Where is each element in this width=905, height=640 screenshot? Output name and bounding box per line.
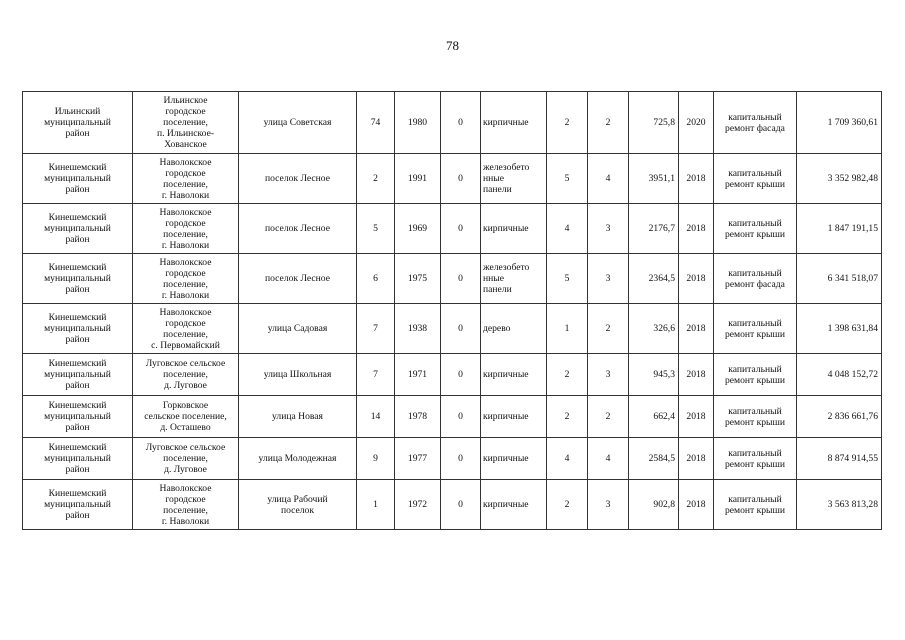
- settlement-cell: Наволокское городское поселение, г. Наволоки: [133, 254, 239, 304]
- area-cell: 326,6: [629, 304, 679, 354]
- cost-cell: 2 836 661,76: [797, 396, 882, 438]
- zero-value-cell: 0: [441, 354, 481, 396]
- entrances-cell: 3: [588, 204, 629, 254]
- floors-cell: 2: [547, 480, 588, 530]
- area-cell: 902,8: [629, 480, 679, 530]
- entrances-cell: 3: [588, 480, 629, 530]
- settlement-cell: Ильинское городское поселение, п. Ильинское- Хованское: [133, 92, 239, 154]
- cost-cell: 4 048 152,72: [797, 354, 882, 396]
- plan-year-cell: 2018: [679, 254, 714, 304]
- street-cell: поселок Лесное: [239, 204, 357, 254]
- floors-cell: 4: [547, 438, 588, 480]
- cost-cell: 6 341 518,07: [797, 254, 882, 304]
- wall-material-cell: кирпичные: [481, 354, 547, 396]
- plan-year-cell: 2018: [679, 354, 714, 396]
- wall-material-cell: кирпичные: [481, 396, 547, 438]
- area-cell: 945,3: [629, 354, 679, 396]
- cost-cell: 8 874 914,55: [797, 438, 882, 480]
- work-type-cell: капитальный ремонт крыши: [714, 204, 797, 254]
- district-cell: Кинешемский муниципальный район: [23, 480, 133, 530]
- entrances-cell: 2: [588, 396, 629, 438]
- zero-value-cell: 0: [441, 304, 481, 354]
- area-cell: 725,8: [629, 92, 679, 154]
- area-cell: 2584,5: [629, 438, 679, 480]
- plan-year-cell: 2018: [679, 480, 714, 530]
- table-row: [23, 204, 882, 254]
- wall-material-cell: кирпичные: [481, 92, 547, 154]
- work-type-cell: капитальный ремонт крыши: [714, 396, 797, 438]
- house-number-cell: 5: [357, 204, 395, 254]
- build-year-cell: 1971: [395, 354, 441, 396]
- entrances-cell: 2: [588, 92, 629, 154]
- plan-year-cell: 2018: [679, 396, 714, 438]
- build-year-cell: 1969: [395, 204, 441, 254]
- house-number-cell: 74: [357, 92, 395, 154]
- table-row: [23, 304, 882, 354]
- build-year-cell: 1972: [395, 480, 441, 530]
- floors-cell: 2: [547, 92, 588, 154]
- entrances-cell: 4: [588, 438, 629, 480]
- table-row: [23, 354, 882, 396]
- floors-cell: 5: [547, 154, 588, 204]
- zero-value-cell: 0: [441, 154, 481, 204]
- street-cell: поселок Лесное: [239, 254, 357, 304]
- district-cell: Кинешемский муниципальный район: [23, 304, 133, 354]
- table-row: [23, 480, 882, 530]
- zero-value-cell: 0: [441, 254, 481, 304]
- house-number-cell: 7: [357, 354, 395, 396]
- build-year-cell: 1991: [395, 154, 441, 204]
- area-cell: 2176,7: [629, 204, 679, 254]
- district-cell: Кинешемский муниципальный район: [23, 438, 133, 480]
- entrances-cell: 3: [588, 254, 629, 304]
- street-cell: улица Советская: [239, 92, 357, 154]
- street-cell: улица Школьная: [239, 354, 357, 396]
- district-cell: Кинешемский муниципальный район: [23, 154, 133, 204]
- district-cell: Кинешемский муниципальный район: [23, 254, 133, 304]
- settlement-cell: Наволокское городское поселение, г. Наволоки: [133, 480, 239, 530]
- table-row: [23, 92, 882, 154]
- wall-material-cell: железобето нные панели: [481, 254, 547, 304]
- entrances-cell: 3: [588, 354, 629, 396]
- house-number-cell: 6: [357, 254, 395, 304]
- entrances-cell: 4: [588, 154, 629, 204]
- work-type-cell: капитальный ремонт фасада: [714, 92, 797, 154]
- settlement-cell: Луговское сельское поселение, д. Луговое: [133, 438, 239, 480]
- floors-cell: 2: [547, 354, 588, 396]
- street-cell: улица Молодежная: [239, 438, 357, 480]
- zero-value-cell: 0: [441, 438, 481, 480]
- plan-year-cell: 2018: [679, 438, 714, 480]
- wall-material-cell: железобето нные панели: [481, 154, 547, 204]
- cost-cell: 3 352 982,48: [797, 154, 882, 204]
- house-number-cell: 9: [357, 438, 395, 480]
- settlement-cell: Наволокское городское поселение, г. Наволоки: [133, 204, 239, 254]
- build-year-cell: 1977: [395, 438, 441, 480]
- house-number-cell: 14: [357, 396, 395, 438]
- settlement-cell: Наволокское городское поселение, с. Первомайский: [133, 304, 239, 354]
- settlement-cell: Горковское сельское поселение, д. Осташево: [133, 396, 239, 438]
- page-number: 78: [446, 38, 459, 53]
- cost-cell: 3 563 813,28: [797, 480, 882, 530]
- plan-year-cell: 2018: [679, 154, 714, 204]
- settlement-cell: Луговское сельское поселение, д. Луговое: [133, 354, 239, 396]
- zero-value-cell: 0: [441, 396, 481, 438]
- work-type-cell: капитальный ремонт крыши: [714, 480, 797, 530]
- district-cell: Кинешемский муниципальный район: [23, 396, 133, 438]
- district-cell: Кинешемский муниципальный район: [23, 204, 133, 254]
- settlement-cell: Наволокское городское поселение, г. Наволоки: [133, 154, 239, 204]
- work-type-cell: капитальный ремонт крыши: [714, 438, 797, 480]
- street-cell: поселок Лесное: [239, 154, 357, 204]
- cost-cell: 1 398 631,84: [797, 304, 882, 354]
- work-type-cell: капитальный ремонт крыши: [714, 354, 797, 396]
- table-row: [23, 154, 882, 204]
- table-row: [23, 438, 882, 480]
- build-year-cell: 1978: [395, 396, 441, 438]
- table-row: [23, 396, 882, 438]
- plan-year-cell: 2020: [679, 92, 714, 154]
- entrances-cell: 2: [588, 304, 629, 354]
- area-cell: 3951,1: [629, 154, 679, 204]
- area-cell: 2364,5: [629, 254, 679, 304]
- zero-value-cell: 0: [441, 204, 481, 254]
- table-row: [23, 254, 882, 304]
- floors-cell: 4: [547, 204, 588, 254]
- wall-material-cell: кирпичные: [481, 438, 547, 480]
- house-number-cell: 2: [357, 154, 395, 204]
- build-year-cell: 1975: [395, 254, 441, 304]
- build-year-cell: 1938: [395, 304, 441, 354]
- plan-year-cell: 2018: [679, 204, 714, 254]
- build-year-cell: 1980: [395, 92, 441, 154]
- work-type-cell: капитальный ремонт крыши: [714, 154, 797, 204]
- cost-cell: 1 847 191,15: [797, 204, 882, 254]
- wall-material-cell: кирпичные: [481, 480, 547, 530]
- plan-year-cell: 2018: [679, 304, 714, 354]
- wall-material-cell: дерево: [481, 304, 547, 354]
- street-cell: улица Новая: [239, 396, 357, 438]
- floors-cell: 5: [547, 254, 588, 304]
- house-number-cell: 1: [357, 480, 395, 530]
- zero-value-cell: 0: [441, 92, 481, 154]
- street-cell: улица Рабочий поселок: [239, 480, 357, 530]
- wall-material-cell: кирпичные: [481, 204, 547, 254]
- house-number-cell: 7: [357, 304, 395, 354]
- cost-cell: 1 709 360,61: [797, 92, 882, 154]
- floors-cell: 2: [547, 396, 588, 438]
- work-type-cell: капитальный ремонт крыши: [714, 304, 797, 354]
- area-cell: 662,4: [629, 396, 679, 438]
- work-type-cell: капитальный ремонт фасада: [714, 254, 797, 304]
- district-cell: Ильинский муниципальный район: [23, 92, 133, 154]
- zero-value-cell: 0: [441, 480, 481, 530]
- street-cell: улица Садовая: [239, 304, 357, 354]
- housing-repair-table: [22, 91, 882, 530]
- district-cell: Кинешемский муниципальный район: [23, 354, 133, 396]
- floors-cell: 1: [547, 304, 588, 354]
